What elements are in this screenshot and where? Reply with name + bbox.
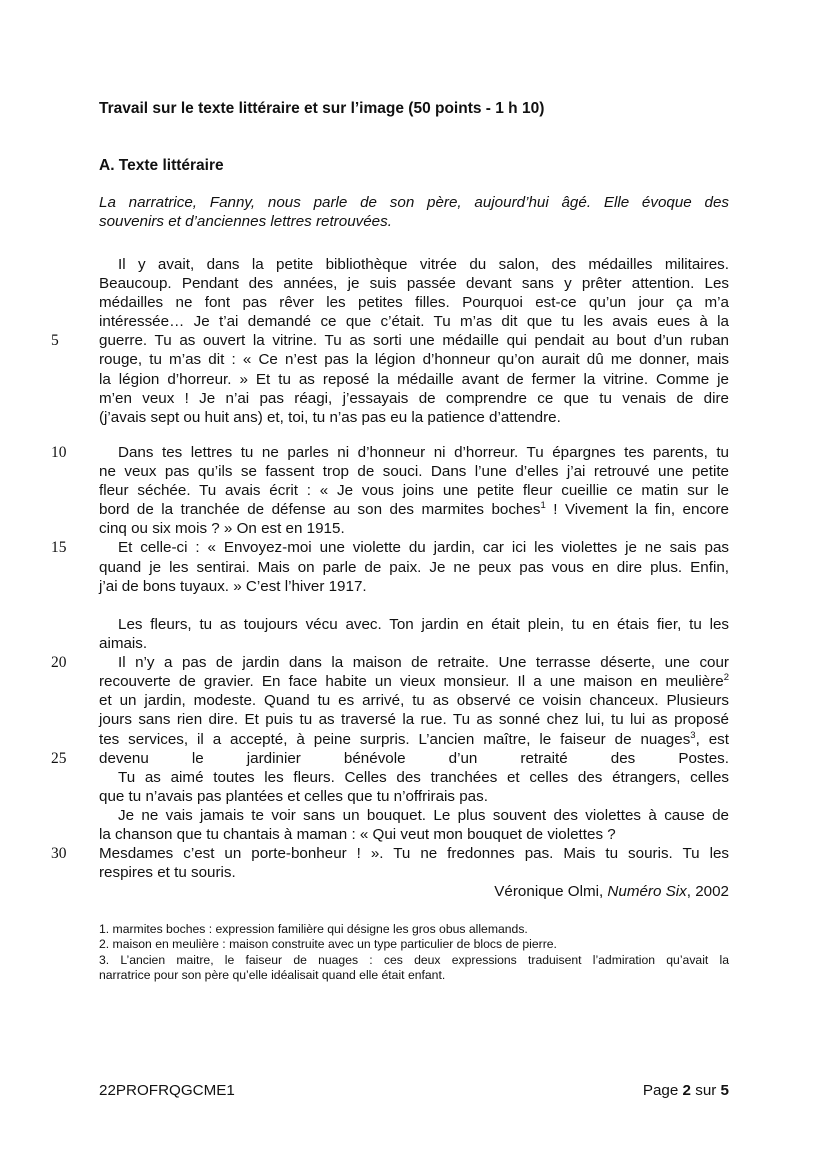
text-line: [51, 331, 729, 350]
line-text: que tu n’avais pas plantées et celles que tu n’offrirais pas.: [99, 787, 488, 805]
line-number: 15: [51, 539, 67, 557]
text-line: [99, 710, 729, 729]
line-text: la légion d’horreur. » Et tu as reposé la médaille avant de fermer la vitrine. Comme je: [99, 370, 729, 388]
line-text: tes services, il a accepté, à peine surpris. L’ancien maître, le faiseur de nuages: [99, 730, 691, 748]
text-line: [99, 481, 729, 500]
text-line: [99, 634, 729, 653]
text-line: [99, 500, 729, 519]
page-number: Page 2 sur 5: [642, 1082, 729, 1099]
line-text: Dans tes lettres tu ne parles ni d’honneur ni d’horreur. Tu épargnes tes parents, tu: [118, 444, 729, 461]
line-text: la chanson que tu chantais à maman : « Qui veut mon bouquet de violettes ?: [99, 826, 616, 844]
line-text: et un jardin, modeste. Quand tu es arrivé, tu as observé ce voisin chanceux. Plusieurs: [99, 692, 729, 710]
text-line: [99, 350, 729, 369]
footnotes: [99, 922, 729, 983]
line-text: j’ai de bons tuyaux. » C’est l’hiver 1917.: [99, 577, 367, 595]
text-line: [99, 768, 729, 787]
section-heading: A. Texte littéraire: [99, 157, 224, 174]
line-text: , est: [695, 730, 729, 748]
footnote: 3. L’ancien maitre, le faiseur de nuages : ces deux expressions traduisent l’admiration qu’avait la: [99, 952, 729, 967]
page-title: Travail sur le texte littéraire et sur l’image (50 points - 1 h 10): [99, 100, 545, 117]
text-line: [99, 408, 729, 427]
line-text: jours sans rien dire. Et puis tu as traversé la rue. Tu as sonné chez lui, tu lui as proposé: [99, 711, 729, 729]
text-line: [99, 863, 729, 882]
source-citation: [494, 883, 729, 900]
line-number: 25: [51, 749, 67, 767]
intro-text: [99, 193, 729, 231]
intro-line: souvenirs et d’anciennes lettres retrouvées.: [99, 213, 392, 231]
text-line: [99, 806, 729, 825]
footnote: 2. maison en meulière : maison construite avec un type particulier de blocs de pierre.: [99, 937, 557, 952]
line-text: devenu le jardinier bénévole d’un retraité des Postes.: [99, 749, 729, 767]
text-line: [99, 691, 729, 710]
line-text: cinq ou six mois ? » On est en 1915.: [99, 520, 345, 538]
text-line: [99, 370, 729, 389]
text-line: [99, 672, 729, 691]
line-text: ne veux pas qu’ils se fassent trop de souci. Dans l’une d’elles j’ai retrouvé une petite: [99, 463, 729, 481]
line-number: 30: [51, 845, 67, 863]
paragraph: [51, 255, 729, 427]
footnote-ref: 3: [690, 729, 696, 741]
line-text: rouge, tu m’as dit : « Ce n’est pas la légion d’honneur qu’on aurait dû me donner, mais: [99, 351, 729, 369]
line-text: intéressée… Je t’ai demandé ce que c’était. Tu m’as dit que tu les avais eues à la: [99, 313, 729, 331]
text-line: [99, 274, 729, 293]
text-line: [99, 558, 729, 577]
paragraph: [51, 615, 729, 882]
text-line: [99, 519, 729, 538]
text-line: [99, 293, 729, 312]
line-text: quand je les sentirai. Mais on parle de paix. Je ne peux pas vous en dire plus. Enfin,: [99, 558, 729, 576]
text-line: [99, 787, 729, 806]
text-line: [99, 389, 729, 408]
footnote: narratrice pour son père qu’elle idéalisait quand elle était enfant.: [99, 967, 446, 982]
line-text: bord de la tranchée de défense au son des marmites boches: [99, 501, 541, 519]
line-text: Les fleurs, tu as toujours vécu avec. Ton jardin en était plein, tu en étais fier, tu les: [118, 616, 729, 633]
line-text: recouverte de gravier. En face habite un vieux monsieur. Il a une maison en meulière: [99, 673, 724, 691]
footnote-ref: 2: [723, 672, 729, 684]
text-line: [99, 730, 729, 749]
intro-line: La narratrice, Fanny, nous parle de son père, aujourd’hui âgé. Elle évoque des: [99, 194, 729, 211]
footnote: 1. marmites boches : expression familière qui désigne les gros obus allemands.: [99, 922, 528, 936]
text-line: [51, 749, 729, 768]
text-line: [51, 443, 729, 462]
source-work: Numéro Six: [607, 883, 687, 900]
line-text: fleur séchée. Tu avais écrit : « Je vous joins une petite fleur cueillie ce matin sur le: [99, 482, 729, 500]
text-line: [99, 462, 729, 481]
text-line: [99, 615, 729, 634]
line-text: aimais.: [99, 635, 148, 653]
source-year: , 2002: [686, 883, 729, 900]
source-author: Véronique Olmi,: [494, 883, 608, 900]
line-text: Et celle-ci : « Envoyez-moi une violette du jardin, car ici les violettes je ne sais pas: [118, 539, 729, 557]
text-line: [99, 577, 729, 596]
line-text: Il y avait, dans la petite bibliothèque vitrée du salon, des médailles militaires.: [118, 256, 729, 273]
text-line: [51, 653, 729, 672]
line-text: Il n’y a pas de jardin dans la maison de retraite. Une terrasse déserte, une cour: [118, 654, 729, 672]
line-text: médailles ne font pas rêver les petites filles. Pourquoi est-ce qu’un jour ça m’a: [99, 294, 729, 312]
line-text: Je ne vais jamais te voir sans un bouquet. Le plus souvent des violettes à cause de: [118, 806, 729, 824]
text-line: [51, 844, 729, 863]
line-number: 5: [51, 332, 59, 350]
paragraph: [51, 443, 729, 596]
line-text: respires et tu souris.: [99, 864, 236, 882]
line-text: ! Vivement la fin, encore: [545, 501, 729, 519]
footnote-ref: 1: [540, 500, 546, 512]
text-line: [99, 255, 729, 274]
line-text: Mesdames c’est un porte-bonheur ! ». Tu ne fredonnes pas. Mais tu souris. Tu les: [99, 845, 729, 863]
line-number: 20: [51, 654, 67, 672]
text-line: [99, 825, 729, 844]
line-text: m’en veux ! Je n’ai pas réagi, j’essayais de comprendre ce que tu venais de dire: [99, 389, 729, 407]
document-code: 22PROFRQGCME1: [99, 1082, 235, 1099]
text-line: [99, 312, 729, 331]
line-text: guerre. Tu as ouvert la vitrine. Tu as sorti une médaille qui pendait au bout d’un ruban: [99, 332, 729, 350]
line-number: 10: [51, 444, 67, 461]
line-text: (j’avais sept ou huit ans) et, toi, tu n’as pas eu la patience d’attendre.: [99, 408, 561, 426]
text-line: [51, 538, 729, 557]
line-text: Tu as aimé toutes les fleurs. Celles des tranchées et celles des étrangers, celles: [118, 768, 729, 786]
line-text: Beaucoup. Pendant des années, je suis passée devant sans y prêter attention. Les: [99, 275, 729, 293]
